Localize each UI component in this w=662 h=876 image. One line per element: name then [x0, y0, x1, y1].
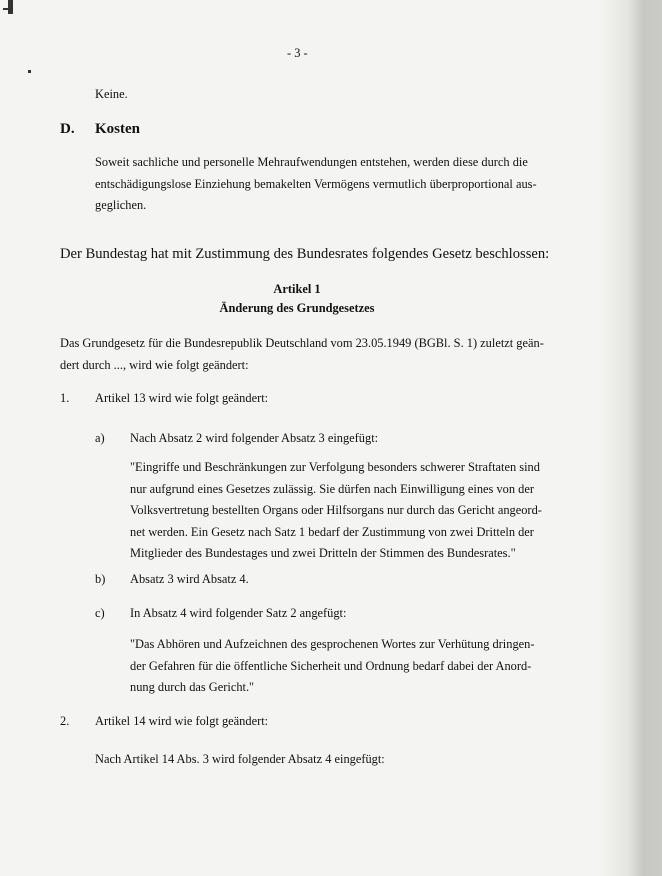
subitem-label: a) — [95, 431, 105, 445]
subitem-text: Nach Absatz 2 wird folgender Absatz 3 eingefügt: — [130, 431, 379, 445]
text-line: der Gefahren für die öffentliche Sicherheit und Ordnung bedarf dabei der Anord- — [130, 658, 532, 673]
text-line: Soweit sachliche und personelle Mehraufwendungen entstehen, werden diese durch die — [95, 155, 528, 169]
scan-mark — [8, 0, 13, 14]
text-line: "Das Abhören und Aufzeichnen des gesprochenen Wortes zur Verhütung dringen- — [130, 637, 535, 651]
item-subtext: Nach Artikel 14 Abs. 3 wird folgender Absatz 4 eingefügt: — [95, 752, 385, 766]
section-letter: D. — [60, 121, 75, 137]
section-title: Kosten — [95, 121, 140, 137]
article-subheading: Änderung des Grundgesetzes — [219, 301, 375, 315]
resolution-text: Der Bundestag hat mit Zustimmung des Bundesrates folgendes Gesetz beschlossen: — [60, 246, 550, 262]
page-number: - 3 - — [287, 46, 308, 60]
text-line: Das Grundgesetz für die Bundesrepublik Deutschland vom 23.05.1949 (BGBl. S. 1) zuletzt geän- — [60, 336, 544, 350]
intro-text: Keine. — [95, 87, 128, 101]
scan-mark — [3, 8, 9, 10]
item-number: 2. — [60, 714, 70, 728]
text-line: nur aufgrund eines Gesetzes zulässig. Sie dürfen nach Einwilligung eines von der — [130, 481, 534, 496]
subitem-label: b) — [95, 572, 106, 586]
scan-mark — [28, 70, 31, 73]
text-line: Volksvertretung bestellten Organs oder Hilfsorgans nur durch das Gericht angeord- — [130, 503, 542, 517]
text-line: "Eingriffe und Beschränkungen zur Verfolgung besonders schwerer Straftaten sind — [130, 460, 540, 474]
item-text: Artikel 14 wird wie folgt geändert: — [95, 714, 269, 728]
article-heading: Artikel 1 — [273, 282, 321, 296]
text-line: entschädigungslose Einziehung bemakelten Vermögens vermutlich überproportional aus- — [95, 176, 537, 191]
amend-paragraph — [60, 333, 544, 376]
scan-shadow-edge — [600, 0, 662, 876]
quote-paragraph — [130, 634, 534, 699]
text-line: net werden. Ein Gesetz nach Satz 1 bedarf der Zustimmung von zwei Dritteln der — [130, 524, 534, 539]
subitem-label: c) — [95, 606, 105, 620]
item-text: Artikel 13 wird wie folgt geändert: — [95, 391, 269, 405]
item-number: 1. — [60, 391, 70, 405]
subitem-text: In Absatz 4 wird folgender Satz 2 angefügt: — [130, 606, 347, 620]
text-line: Mitglieder des Bundestages und zwei Dritteln der Stimmen des Bundesrates." — [130, 546, 516, 560]
subitem-text: Absatz 3 wird Absatz 4. — [130, 572, 249, 586]
text-line: dert durch ..., wird wie folgt geändert: — [60, 357, 249, 372]
text-line: geglichen. — [95, 198, 147, 212]
text-line: nung durch das Gericht." — [130, 680, 255, 694]
kosten-paragraph — [95, 152, 537, 217]
quote-paragraph — [130, 457, 542, 565]
